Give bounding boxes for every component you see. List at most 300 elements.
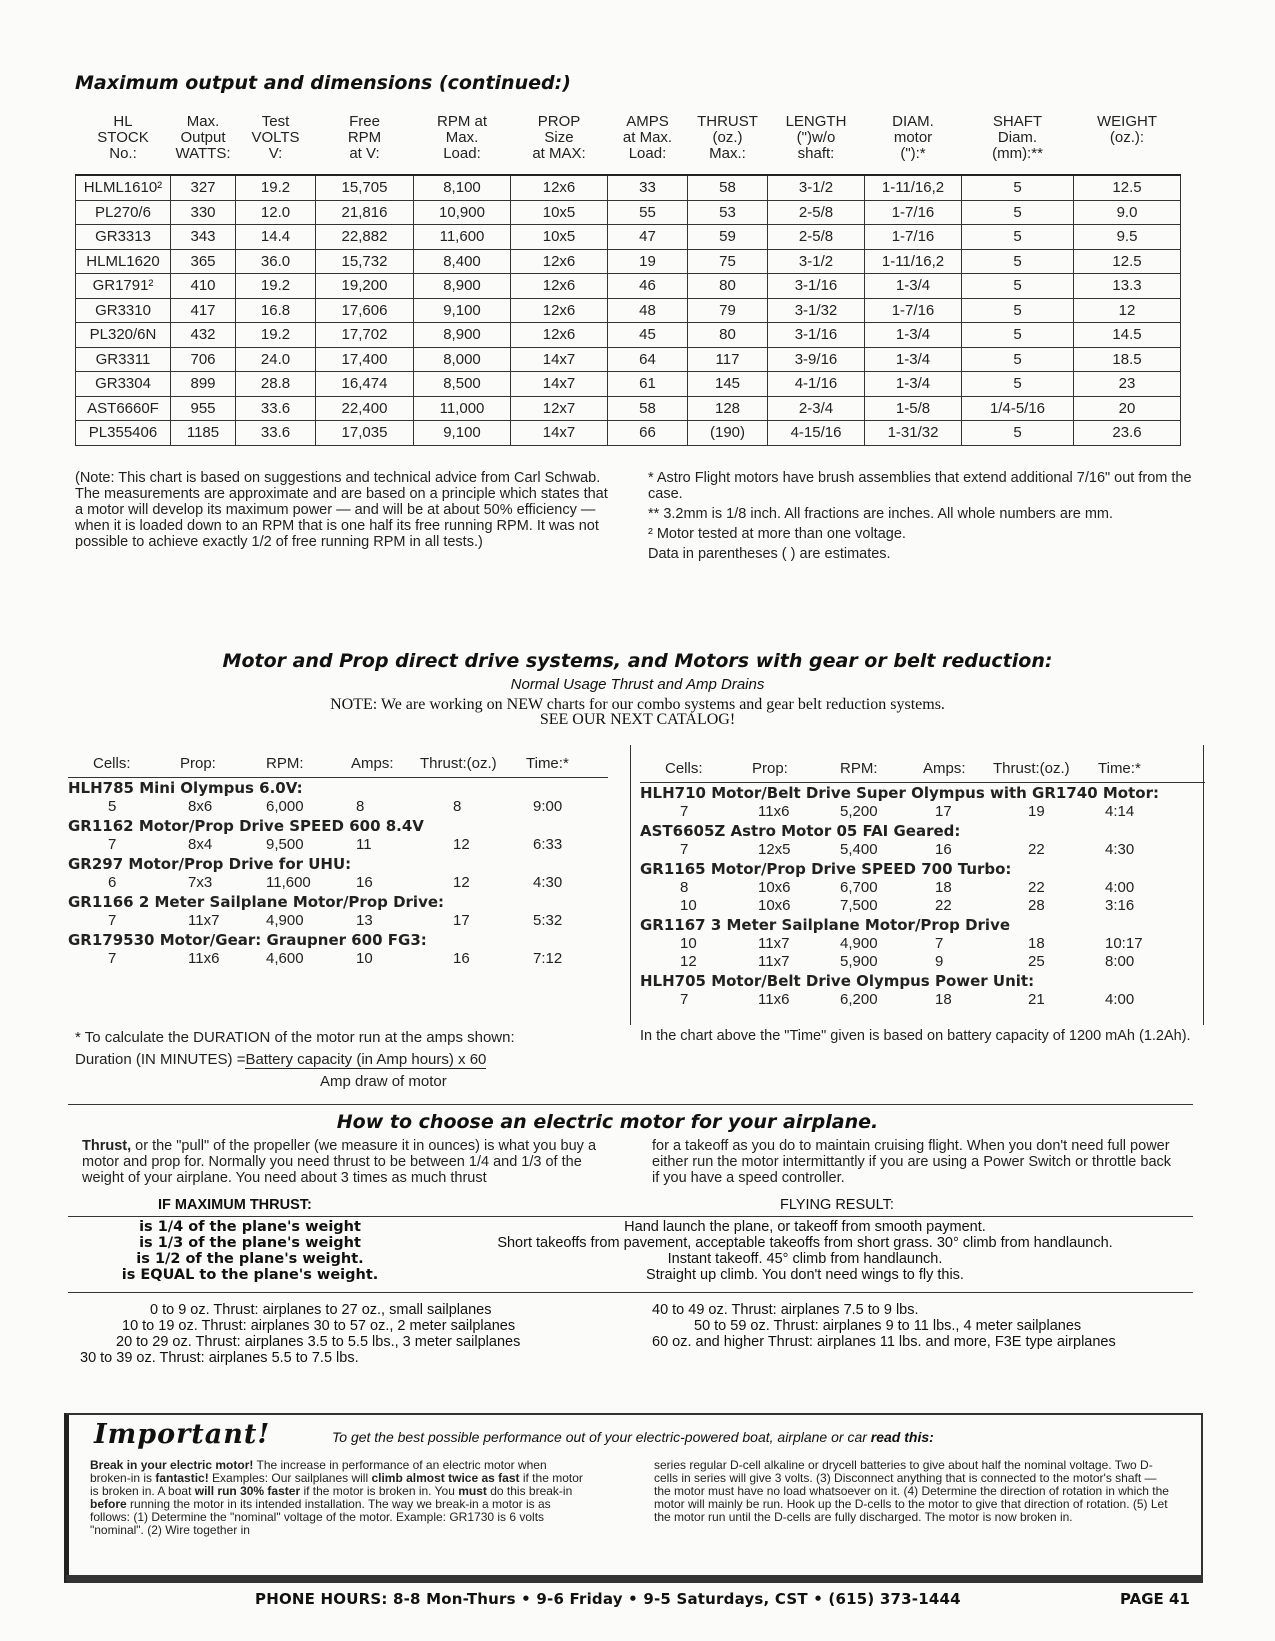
combo-cell: 22 [1028, 879, 1045, 896]
combo-cell: 13 [356, 912, 373, 929]
combo-group-title: GR1167 3 Meter Sailplane Motor/Prop Drive [640, 916, 1011, 934]
combo-row [640, 991, 1205, 1009]
table-cell: 23 [1074, 372, 1181, 397]
table-cell: 46 [608, 274, 688, 299]
table-cell: 1185 [171, 421, 236, 446]
column-header [962, 110, 1074, 175]
table-cell: 23.6 [1074, 421, 1181, 446]
table-cell: 16,474 [316, 372, 414, 397]
combo-column-header: RPM: [266, 755, 304, 772]
column-header [1074, 110, 1181, 175]
catalog-note [0, 697, 1275, 727]
table-cell: 5 [962, 323, 1074, 348]
table-cell: 5 [962, 372, 1074, 397]
section-title-choose-motor: How to choose an electric motor for your airplane. [336, 1111, 879, 1133]
important-tagline-bold: read this: [870, 1429, 934, 1445]
combo-cell: 22 [1028, 841, 1045, 858]
table-cell: 14x7 [511, 347, 608, 372]
table-cell: 13.3 [1074, 274, 1181, 299]
thrust-range-60-plus: 60 oz. and higher Thrust: airplanes 11 lbs. and more, F3E type airplanes [652, 1334, 1116, 1350]
table-cell: 12.0 [236, 200, 316, 225]
result-quarter: Hand launch the plane, or takeoff from smooth payment. [624, 1219, 986, 1235]
table-cell: PL320/6N [76, 323, 171, 348]
table-cell: 33 [608, 175, 688, 200]
column-header [768, 110, 865, 175]
combo-row [68, 836, 608, 854]
combo-column-header: Cells: [93, 755, 131, 772]
footnotes [648, 470, 1193, 566]
table-cell: 9,100 [414, 298, 511, 323]
table-cell: AST6660F [76, 396, 171, 421]
column-header-line: Load: [443, 145, 481, 162]
column-header-line: at Max. [622, 129, 673, 146]
combo-group-title: GR1166 2 Meter Sailplane Motor/Prop Drive: [68, 893, 445, 911]
table-cell: 47 [608, 225, 688, 250]
column-header-line: Max. [186, 113, 220, 130]
table-cell: 12x6 [511, 274, 608, 299]
combo-cell: 7 [680, 991, 689, 1008]
combo-cell: 7 [108, 912, 117, 929]
table-cell: 79 [688, 298, 768, 323]
table-cell: 1-3/4 [865, 274, 962, 299]
table-cell: 45 [608, 323, 688, 348]
thrust-range-30-39: 30 to 39 oz. Thrust: airplanes 5.5 to 7.5 lbs. [80, 1350, 359, 1366]
column-header-line: RPM [347, 129, 382, 146]
combo-cell: 11x6 [188, 950, 220, 967]
page-number: PAGE 41 [1120, 1590, 1190, 1608]
phone-hours: PHONE HOURS: 8-8 Mon-Thurs • 9-6 Friday • 9-5 Saturdays, CST • (615) 373-1444 [255, 1590, 961, 1608]
table-cell: 3-1/2 [768, 175, 865, 200]
important-tagline [332, 1429, 934, 1445]
combo-cell: 5 [108, 798, 117, 815]
thrust-range-10-19: 10 to 19 oz. Thrust: airplanes 30 to 57 oz., 2 meter sailplanes [122, 1318, 516, 1334]
duration-title: * To calculate the DURATION of the motor run at the amps shown: [75, 1029, 515, 1046]
column-header-line: Output [180, 129, 226, 146]
combo-row [68, 950, 608, 968]
table-row [76, 347, 1181, 372]
thrust-table-bottom-rule [68, 1292, 1193, 1293]
column-header [316, 110, 414, 175]
table-cell: 19.2 [236, 323, 316, 348]
table-row [76, 421, 1181, 446]
table-cell: 75 [688, 249, 768, 274]
combo-cell: 8 [356, 798, 365, 815]
table-row [76, 323, 1181, 348]
column-header-line: VOLTS [251, 129, 300, 146]
table-cell: 14x7 [511, 372, 608, 397]
table-cell: 5 [962, 200, 1074, 225]
break-in-text-3: if the motor is broken in. A boat [90, 1471, 583, 1498]
table-cell: HLML1620 [76, 249, 171, 274]
combo-column-header: Time:* [526, 755, 569, 772]
table-cell: 10x5 [511, 225, 608, 250]
combo-cell: 25 [1028, 953, 1045, 970]
table-cell: 9.0 [1074, 200, 1181, 225]
table-cell: 5 [962, 298, 1074, 323]
thrust-paragraph-left-text: or the "pull" of the propeller (we measure it in ounces) is what you buy a motor and prop for. Normally you need thrust to be between 1/4 and 1/3 of the weight of your airplane. You need about 3 times as much thrust [82, 1138, 597, 1186]
break-in-instructions-left [90, 1459, 590, 1537]
table-cell: 14.5 [1074, 323, 1181, 348]
combo-row [68, 874, 608, 892]
table-cell: 22,882 [316, 225, 414, 250]
column-header-line: THRUST [697, 113, 758, 130]
column-header-line: AMPS [626, 113, 669, 130]
column-header-line: Test [261, 113, 290, 130]
table-cell: 12x6 [511, 175, 608, 200]
combo-column-header: Amps: [923, 760, 966, 777]
column-header-line: Size [544, 129, 574, 146]
table-cell: 12 [1074, 298, 1181, 323]
table-cell: 19.2 [236, 175, 316, 200]
table-cell: 1-11/16,2 [865, 249, 962, 274]
table-cell: GR3311 [76, 347, 171, 372]
table-row [76, 249, 1181, 274]
table-cell: 19 [608, 249, 688, 274]
break-in-bold-6: before [90, 1497, 127, 1511]
table-cell: 3-1/32 [768, 298, 865, 323]
table-cell: 9.5 [1074, 225, 1181, 250]
table-cell: 12.5 [1074, 249, 1181, 274]
table-row [76, 225, 1181, 250]
combo-cell: 17 [453, 912, 470, 929]
thrust-range-0-9: 0 to 9 oz. Thrust: airplanes to 27 oz., small sailplanes [150, 1302, 492, 1318]
section-title-max-output: Maximum output and dimensions (continued:) [75, 72, 571, 94]
combo-cell: 12 [453, 874, 470, 891]
combo-cell: 11x7 [188, 912, 220, 929]
combo-group-title: GR1165 Motor/Prop Drive SPEED 700 Turbo: [640, 860, 1012, 878]
combo-cell: 11 [356, 836, 372, 853]
table-cell: 8,900 [414, 323, 511, 348]
time-note: In the chart above the "Time" given is based on battery capacity of 1200 mAh (1.2Ah). [640, 1028, 1191, 1044]
combo-cell: 6,700 [840, 879, 878, 896]
break-in-bold-3: climb almost twice as fast [371, 1471, 520, 1485]
combo-cell: 12x5 [758, 841, 791, 858]
column-header-line: at V: [349, 145, 380, 162]
table-cell: 17,702 [316, 323, 414, 348]
column-header-line: (")w/o [796, 129, 836, 146]
table-cell: 58 [608, 396, 688, 421]
table-cell: 8,000 [414, 347, 511, 372]
column-header-line: Free [349, 113, 380, 130]
table-cell: 12x6 [511, 323, 608, 348]
combo-cell: 3:16 [1105, 897, 1135, 914]
column-header-line: ("):* [900, 145, 926, 162]
important-tagline-text: To get the best possible performance out of your electric-powered boat, airplane or car [332, 1429, 871, 1445]
column-header-line: LENGTH [785, 113, 847, 130]
column-header-line: RPM at [436, 113, 487, 130]
combo-cell: 7 [935, 935, 944, 952]
combo-cell: 4,900 [840, 935, 878, 952]
combo-column-header: RPM: [840, 760, 878, 777]
table-cell: 66 [608, 421, 688, 446]
result-half: Instant takeoff. 45° climb from handlaunch. [667, 1251, 943, 1267]
flying-results [420, 1219, 1190, 1283]
table-cell: 4-15/16 [768, 421, 865, 446]
table-cell: 1-11/16,2 [865, 175, 962, 200]
column-header-line: Load: [628, 145, 667, 162]
table-cell: 5 [962, 175, 1074, 200]
combo-cell: 4:30 [1105, 841, 1135, 858]
combo-cell: 10x6 [758, 897, 791, 914]
combo-row [640, 841, 1205, 859]
combo-cell: 4,600 [266, 950, 304, 967]
column-header-line: WATTS: [175, 145, 231, 162]
table-cell: 48 [608, 298, 688, 323]
table-cell: 2-5/8 [768, 225, 865, 250]
combo-group-title: AST6605Z Astro Motor 05 FAI Geared: [640, 822, 961, 840]
table-cell: 432 [171, 323, 236, 348]
table-cell: 3-9/16 [768, 347, 865, 372]
combo-cell: 21 [1028, 991, 1045, 1008]
table-cell: 10x5 [511, 200, 608, 225]
column-header-line: shaft: [797, 145, 835, 162]
combo-cell: 16 [356, 874, 373, 891]
duration-numerator: Battery capacity (in Amp hours) x 60 [245, 1051, 487, 1068]
combo-cell: 18 [1028, 935, 1045, 952]
table-cell: 1-7/16 [865, 298, 962, 323]
table-cell: 8,100 [414, 175, 511, 200]
condition-half: is 1/2 of the plane's weight. [136, 1251, 364, 1267]
table-cell: 5 [962, 421, 1074, 446]
combo-cell: 7x3 [188, 874, 213, 891]
table-cell: 80 [688, 323, 768, 348]
combo-column-header: Time:* [1098, 760, 1141, 777]
table-row [76, 298, 1181, 323]
result-equal: Straight up climb. You don't need wings to fly this. [646, 1267, 964, 1283]
table-cell: 4-1/16 [768, 372, 865, 397]
result-third: Short takeoffs from pavement, acceptable takeoffs from short grass. 30° climb from handlaunch. [497, 1235, 1113, 1251]
table-cell: 899 [171, 372, 236, 397]
table-cell: 15,732 [316, 249, 414, 274]
combo-cell: 16 [453, 950, 470, 967]
table-row [76, 372, 1181, 397]
table-cell: 3-1/16 [768, 323, 865, 348]
table-cell: 706 [171, 347, 236, 372]
table-cell: 417 [171, 298, 236, 323]
break-in-bold-4: will run 30% faster [194, 1484, 301, 1498]
duration-denominator: Amp draw of motor [320, 1073, 447, 1090]
table-cell: 33.6 [236, 396, 316, 421]
combo-cell: 6:33 [533, 836, 563, 853]
combo-cell: 18 [935, 991, 952, 1008]
combo-cell: 9:00 [533, 798, 563, 815]
table-cell: 28.8 [236, 372, 316, 397]
combo-group-title: HLH785 Mini Olympus 6.0V: [68, 779, 303, 797]
motor-specs-table [75, 110, 1181, 446]
combo-cell: 5,200 [840, 803, 878, 820]
table-cell: 18.5 [1074, 347, 1181, 372]
important-box [64, 1413, 1203, 1583]
combo-cell: 11x7 [758, 935, 790, 952]
table-cell: 955 [171, 396, 236, 421]
table-cell: 1-3/4 [865, 323, 962, 348]
condition-third: is 1/3 of the plane's weight [139, 1235, 361, 1251]
flying-result-header: FLYING RESULT: [780, 1197, 894, 1213]
combo-cell: 8x4 [188, 836, 213, 853]
table-cell: 55 [608, 200, 688, 225]
table-cell: 12x7 [511, 396, 608, 421]
airplane-thrust-list-left [80, 1302, 520, 1366]
table-cell: 64 [608, 347, 688, 372]
table-cell: 1-31/32 [865, 421, 962, 446]
combo-cell: 8:00 [1105, 953, 1135, 970]
table-cell: 330 [171, 200, 236, 225]
column-header-line: motor [893, 129, 933, 146]
break-in-bold-2: fantastic! [155, 1471, 209, 1485]
chart-basis-note: (Note: This chart is based on suggestions and technical advice from Carl Schwab. The measurements are approximate and are based on a principle which states that a motor will develop its maximum power — and will be at about 50% efficiency — when it is loaded down to an RPM that is one half its free running RPM. It was not possible to achieve exactly 1/2 of free running RPM in all tests.) [75, 470, 608, 550]
combo-row [640, 935, 1205, 953]
combo-cell: 19 [1028, 803, 1045, 820]
table-cell: 1/4-5/16 [962, 396, 1074, 421]
table-cell: 16.8 [236, 298, 316, 323]
section-title-drive-systems: Motor and Prop direct drive systems, and Motors with gear or belt reduction: [222, 650, 1053, 672]
column-header [608, 110, 688, 175]
combo-row [640, 897, 1205, 915]
column-header-line: Max. [445, 129, 479, 146]
table-cell: 12x6 [511, 298, 608, 323]
table-row [76, 200, 1181, 225]
column-header-line: (oz.) [712, 129, 743, 146]
combo-divider-left [630, 745, 631, 1025]
break-in-title: Break in your electric motor! [90, 1458, 254, 1472]
column-header [865, 110, 962, 175]
table-cell: GR3310 [76, 298, 171, 323]
column-header-line: No.: [109, 145, 137, 162]
column-header-line: HL [113, 113, 133, 130]
column-header [171, 110, 236, 175]
column-header-line: (oz.): [1109, 129, 1145, 146]
table-cell: 36.0 [236, 249, 316, 274]
table-cell: 343 [171, 225, 236, 250]
break-in-text-6: running the motor in its intended installation. The way we break-in a motor is as follows: (1) Determine the "nominal" voltage of the motor. Example: GR1730 is 6 volts "nominal". (2) Wire together in [90, 1497, 551, 1537]
combo-cell: 7 [108, 950, 117, 967]
table-cell: 128 [688, 396, 768, 421]
table-cell: 14x7 [511, 421, 608, 446]
combo-group-title: GR1162 Motor/Prop Drive SPEED 600 8.4V [68, 817, 424, 835]
table-row [76, 274, 1181, 299]
combo-cell: 7,500 [840, 897, 878, 914]
combo-group-title: GR297 Motor/Prop Drive for UHU: [68, 855, 352, 873]
footnote-astro: * Astro Flight motors have brush assemblies that extend additional 7/16" out from the case. [648, 470, 1192, 502]
combo-cell: 9,500 [266, 836, 304, 853]
combo-cell: 7 [680, 841, 689, 858]
combo-cell: 5,900 [840, 953, 878, 970]
catalog-note-line-1: NOTE: We are working on NEW charts for our combo systems and gear belt reduction systems. [330, 696, 945, 713]
combo-cell: 5:32 [533, 912, 563, 929]
combo-column-header: Prop: [752, 760, 788, 777]
max-thrust-header: IF MAXIMUM THRUST: [158, 1197, 312, 1213]
table-cell: 2-3/4 [768, 396, 865, 421]
column-header-line: (mm):** [992, 145, 1043, 162]
break-in-text-1: The increase in performance of an electric motor when broken-in is [90, 1458, 547, 1485]
duration-equation [75, 1049, 515, 1071]
combo-cell: 22 [935, 897, 952, 914]
table-cell: PL355406 [76, 421, 171, 446]
table-cell: 11,600 [414, 225, 511, 250]
combo-row [640, 803, 1205, 821]
catalog-note-line-2: SEE OUR NEXT CATALOG! [539, 711, 736, 728]
table-cell: 1-5/8 [865, 396, 962, 421]
combo-cell: 4:00 [1105, 991, 1135, 1008]
table-cell: 80 [688, 274, 768, 299]
column-header-line: PROP [537, 113, 581, 130]
table-cell: 8,500 [414, 372, 511, 397]
combo-cell: 17 [935, 803, 952, 820]
combo-cell: 12 [453, 836, 470, 853]
combo-group-title: HLH710 Motor/Belt Drive Super Olympus with GR1740 Motor: [640, 784, 1159, 802]
break-in-text-4: if the motor is broken in. You [300, 1484, 459, 1498]
combo-table-left [68, 755, 608, 968]
table-cell: 53 [688, 200, 768, 225]
thrust-range-40-49: 40 to 49 oz. Thrust: airplanes 7.5 to 9 lbs. [652, 1302, 919, 1318]
combo-cell: 10 [680, 897, 697, 914]
table-cell: 3-1/16 [768, 274, 865, 299]
table-cell: (190) [688, 421, 768, 446]
table-cell: GR3313 [76, 225, 171, 250]
combo-cell: 12 [680, 953, 697, 970]
column-header-line: Max.: [709, 145, 746, 162]
table-cell: 5 [962, 274, 1074, 299]
combo-row [640, 879, 1205, 897]
column-header-line: STOCK [97, 129, 149, 146]
table-cell: 15,705 [316, 175, 414, 200]
important-bottom-bar [66, 1575, 1201, 1581]
column-header-line: WEIGHT [1097, 113, 1157, 130]
break-in-text-5: do this break-in [486, 1484, 573, 1498]
combo-cell: 7:12 [533, 950, 563, 967]
combo-cell: 8x6 [188, 798, 213, 815]
combo-cell: 11x6 [758, 991, 790, 1008]
table-cell: 20 [1074, 396, 1181, 421]
important-heading: Important! [94, 1419, 271, 1450]
thrust-conditions [110, 1219, 390, 1283]
combo-cell: 18 [935, 879, 952, 896]
break-in-bold-5: must [458, 1484, 487, 1498]
table-cell: 8,900 [414, 274, 511, 299]
table-cell: 327 [171, 175, 236, 200]
thrust-table-top-rule [68, 1216, 1193, 1217]
combo-cell: 6,200 [840, 991, 878, 1008]
table-header-row [76, 110, 1181, 175]
airplane-thrust-list-right [652, 1302, 1116, 1350]
table-cell: 19,200 [316, 274, 414, 299]
combo-cell: 10 [356, 950, 373, 967]
thrust-paragraph-right: for a takeoff as you do to maintain cruising flight. When you don't need full power either run the motor intermittantly if you are using a Power Switch or throttle back if you have a speed controller. [652, 1138, 1172, 1186]
combo-cell: 10:17 [1105, 935, 1143, 952]
table-cell: 33.6 [236, 421, 316, 446]
combo-group-title: GR179530 Motor/Gear: Graupner 600 FG3: [68, 931, 427, 949]
table-cell: 21,816 [316, 200, 414, 225]
combo-cell: 4:00 [1105, 879, 1135, 896]
table-cell: GR1791² [76, 274, 171, 299]
table-cell: 24.0 [236, 347, 316, 372]
combo-row [68, 912, 608, 930]
combo-group-title: HLH705 Motor/Belt Drive Olympus Power Unit: [640, 972, 1035, 990]
table-cell: 17,400 [316, 347, 414, 372]
footnote-estimates: Data in parentheses ( ) are estimates. [648, 546, 891, 562]
duration-prefix: Duration (IN MINUTES) = [75, 1051, 246, 1068]
break-in-instructions-right: series regular D-cell alkaline or drycell batteries to give about half the nominal voltage. Two D-cells in series will give 3 volts. (3) Disconnect anything that is connected to the motor's shaft — the motor must have no load whatsoever on it. (4) Determine the direction of rotation in which the motor will mainly be run. Hook up the D-cells to the motor to give that direction of rotation. (5) Let the motor run until the D-cells are fully discharged. The motor is now broken in. [654, 1458, 1169, 1524]
table-row [76, 396, 1181, 421]
table-cell: GR3304 [76, 372, 171, 397]
condition-quarter: is 1/4 of the plane's weight [139, 1219, 361, 1235]
combo-column-header: Thrust:(oz.) [993, 760, 1070, 777]
combo-cell: 11x7 [758, 953, 790, 970]
table-cell: 117 [688, 347, 768, 372]
table-cell: 22,400 [316, 396, 414, 421]
table-cell: 12.5 [1074, 175, 1181, 200]
duration-formula [75, 1027, 515, 1093]
